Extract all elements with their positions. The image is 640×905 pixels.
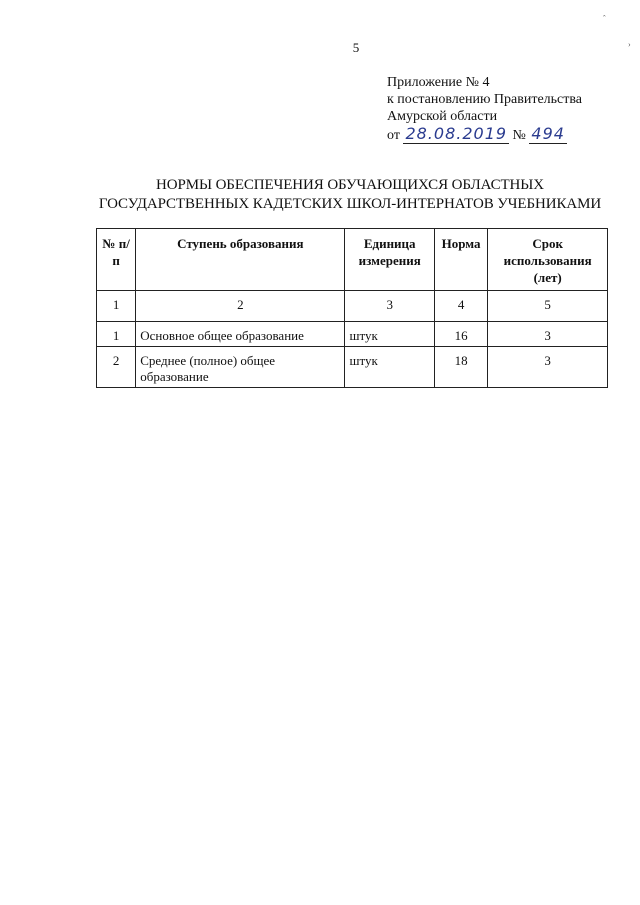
header-cell-number: № п/п [97,229,136,291]
appendix-date-line [387,125,627,144]
column-number-row [97,291,608,322]
title-line: ГОСУДАРСТВЕННЫХ КАДЕТСКИХ ШКОЛ-ИНТЕРНАТОВ УЧЕБНИКАМИ [98,196,602,212]
unit-cell: штук [345,322,435,347]
level-cell: Среднее (полное) общее образование [136,347,345,388]
date-prefix: от [387,128,400,143]
table-row [97,347,608,388]
header-cell-unit: Единица измерения [345,229,435,291]
title-line: НОРМЫ ОБЕСПЕЧЕНИЯ ОБУЧАЮЩИХСЯ ОБЛАСТНЫХ [156,177,544,193]
page-number: 5 [352,40,360,55]
scan-mark: › [628,40,631,49]
level-cell: Основное общее образование [136,322,345,347]
appendix-block [387,74,627,144]
norm-cell: 18 [434,347,487,388]
document-title [90,176,610,214]
handwritten-number: 494 [531,124,565,143]
column-number-cell: 2 [136,291,345,322]
table-row [97,322,608,347]
norm-cell: 16 [434,322,487,347]
handwritten-date: 28.08.2019 [405,124,508,143]
row-number-cell: 2 [97,347,136,388]
appendix-line: Приложение № 4 [387,75,490,90]
header-cell-norm: Норма [434,229,487,291]
number-prefix: № [512,128,526,143]
unit-cell: штук [345,347,435,388]
term-cell: 3 [488,322,608,347]
column-number-cell: 4 [434,291,487,322]
header-cell-term: Срок использования (лет) [488,229,608,291]
term-cell: 3 [488,347,608,388]
row-number-cell: 1 [97,322,136,347]
header-cell-level: Ступень образования [136,229,345,291]
table-header-row [97,229,608,291]
appendix-line: к постановлению Правительства [387,92,583,107]
column-number-cell: 5 [488,291,608,322]
column-number-cell: 3 [345,291,435,322]
column-number-cell: 1 [97,291,136,322]
scan-mark: ˆ [603,14,606,23]
appendix-line: Амурской области [387,109,498,124]
norms-table [96,228,608,388]
